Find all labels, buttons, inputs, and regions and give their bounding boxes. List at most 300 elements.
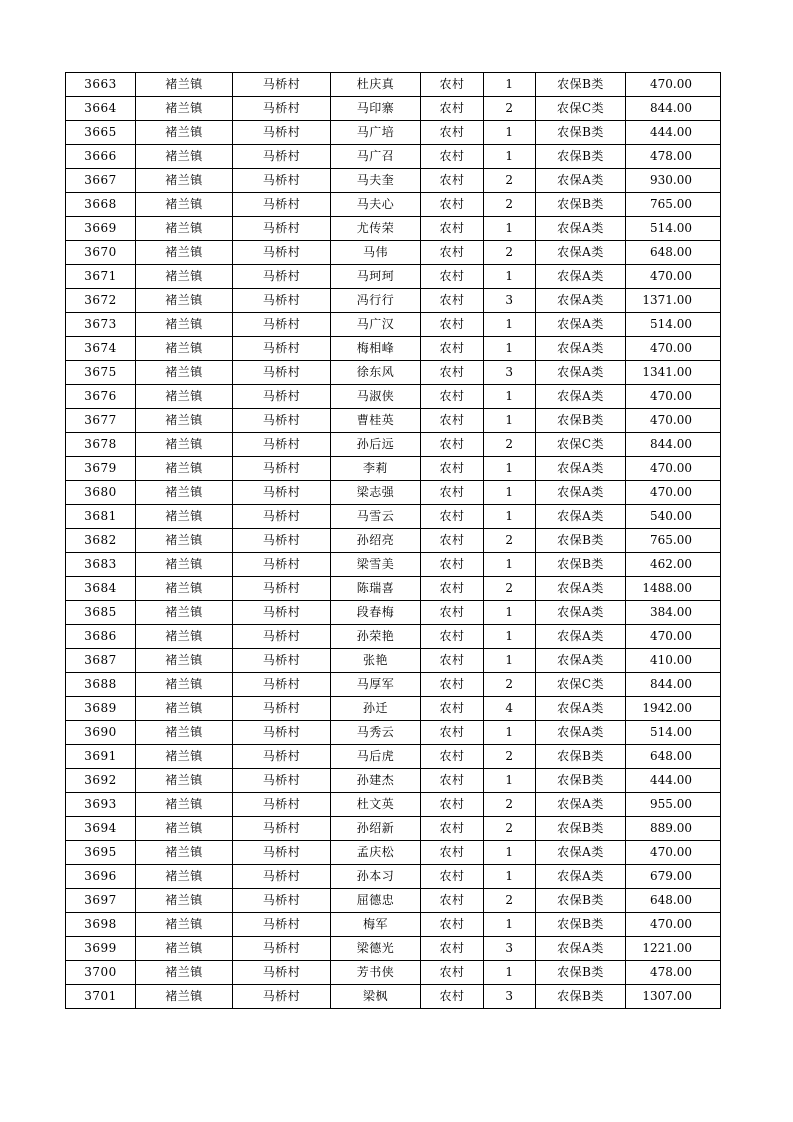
table-row [66,73,721,97]
cell-insurance-category: 农保A类 [536,937,626,961]
cell-insurance-category: 农保A类 [536,361,626,385]
cell-serial-number: 3666 [66,145,136,169]
cell-town: 褚兰镇 [136,745,233,769]
cell-village: 马桥村 [233,937,331,961]
cell-person-name: 马厚军 [331,673,421,697]
table-row [66,97,721,121]
cell-town: 褚兰镇 [136,817,233,841]
cell-village: 马桥村 [233,721,331,745]
cell-person-count: 2 [484,433,536,457]
cell-amount: 1341.00 [626,361,721,385]
cell-person-count: 1 [484,313,536,337]
cell-insurance-category: 农保A类 [536,505,626,529]
cell-person-count: 1 [484,121,536,145]
cell-insurance-category: 农保A类 [536,217,626,241]
cell-town: 褚兰镇 [136,961,233,985]
table-row [66,505,721,529]
table-row [66,169,721,193]
cell-residence-type: 农村 [421,529,484,553]
cell-person-count: 1 [484,73,536,97]
cell-serial-number: 3683 [66,553,136,577]
cell-serial-number: 3671 [66,265,136,289]
cell-serial-number: 3680 [66,481,136,505]
cell-residence-type: 农村 [421,913,484,937]
cell-serial-number: 3685 [66,601,136,625]
cell-village: 马桥村 [233,745,331,769]
cell-serial-number: 3663 [66,73,136,97]
cell-amount: 470.00 [626,73,721,97]
cell-village: 马桥村 [233,673,331,697]
cell-town: 褚兰镇 [136,457,233,481]
cell-residence-type: 农村 [421,337,484,361]
table-row [66,793,721,817]
cell-village: 马桥村 [233,985,331,1009]
cell-person-name: 曹桂英 [331,409,421,433]
cell-residence-type: 农村 [421,673,484,697]
cell-residence-type: 农村 [421,793,484,817]
cell-amount: 410.00 [626,649,721,673]
cell-person-count: 1 [484,553,536,577]
cell-person-count: 1 [484,409,536,433]
cell-residence-type: 农村 [421,385,484,409]
cell-amount: 444.00 [626,769,721,793]
cell-town: 褚兰镇 [136,721,233,745]
cell-person-name: 马淑侠 [331,385,421,409]
cell-residence-type: 农村 [421,505,484,529]
cell-village: 马桥村 [233,601,331,625]
cell-village: 马桥村 [233,505,331,529]
cell-town: 褚兰镇 [136,217,233,241]
cell-insurance-category: 农保A类 [536,457,626,481]
table-row [66,193,721,217]
cell-person-name: 梁雪美 [331,553,421,577]
table-row [66,457,721,481]
table-row [66,937,721,961]
cell-town: 褚兰镇 [136,697,233,721]
cell-residence-type: 农村 [421,97,484,121]
cell-person-name: 马伟 [331,241,421,265]
cell-serial-number: 3700 [66,961,136,985]
table-row [66,553,721,577]
cell-village: 马桥村 [233,409,331,433]
cell-insurance-category: 农保B类 [536,769,626,793]
cell-amount: 470.00 [626,457,721,481]
cell-town: 褚兰镇 [136,769,233,793]
cell-person-count: 1 [484,601,536,625]
table-row [66,769,721,793]
cell-town: 褚兰镇 [136,193,233,217]
cell-residence-type: 农村 [421,697,484,721]
table-row [66,409,721,433]
cell-village: 马桥村 [233,769,331,793]
cell-serial-number: 3692 [66,769,136,793]
cell-serial-number: 3664 [66,97,136,121]
cell-serial-number: 3701 [66,985,136,1009]
cell-person-name: 梁枫 [331,985,421,1009]
cell-serial-number: 3698 [66,913,136,937]
cell-residence-type: 农村 [421,889,484,913]
cell-amount: 478.00 [626,145,721,169]
cell-person-name: 张艳 [331,649,421,673]
cell-village: 马桥村 [233,817,331,841]
cell-amount: 844.00 [626,433,721,457]
cell-village: 马桥村 [233,793,331,817]
cell-town: 褚兰镇 [136,625,233,649]
cell-town: 褚兰镇 [136,481,233,505]
cell-residence-type: 农村 [421,817,484,841]
cell-serial-number: 3686 [66,625,136,649]
cell-insurance-category: 农保A类 [536,577,626,601]
cell-person-name: 冯行行 [331,289,421,313]
cell-amount: 470.00 [626,481,721,505]
cell-person-name: 芳书侠 [331,961,421,985]
cell-insurance-category: 农保A类 [536,265,626,289]
cell-town: 褚兰镇 [136,361,233,385]
cell-town: 褚兰镇 [136,169,233,193]
cell-serial-number: 3694 [66,817,136,841]
cell-insurance-category: 农保C类 [536,673,626,697]
cell-town: 褚兰镇 [136,241,233,265]
cell-insurance-category: 农保A类 [536,241,626,265]
cell-serial-number: 3667 [66,169,136,193]
cell-person-count: 3 [484,289,536,313]
cell-residence-type: 农村 [421,985,484,1009]
cell-insurance-category: 农保B类 [536,73,626,97]
cell-amount: 1942.00 [626,697,721,721]
cell-village: 马桥村 [233,145,331,169]
cell-insurance-category: 农保A类 [536,793,626,817]
cell-amount: 844.00 [626,97,721,121]
cell-amount: 478.00 [626,961,721,985]
cell-person-name: 马印寨 [331,97,421,121]
cell-residence-type: 农村 [421,433,484,457]
cell-residence-type: 农村 [421,73,484,97]
table-row [66,649,721,673]
cell-amount: 470.00 [626,841,721,865]
cell-amount: 514.00 [626,721,721,745]
cell-residence-type: 农村 [421,193,484,217]
cell-residence-type: 农村 [421,553,484,577]
cell-person-count: 1 [484,649,536,673]
cell-person-name: 马夫奎 [331,169,421,193]
cell-insurance-category: 农保A类 [536,625,626,649]
cell-person-name: 梁志强 [331,481,421,505]
cell-person-count: 1 [484,337,536,361]
cell-insurance-category: 农保B类 [536,529,626,553]
cell-person-count: 2 [484,241,536,265]
table-row [66,865,721,889]
cell-amount: 765.00 [626,193,721,217]
cell-town: 褚兰镇 [136,673,233,697]
cell-insurance-category: 农保B类 [536,553,626,577]
cell-town: 褚兰镇 [136,865,233,889]
cell-residence-type: 农村 [421,313,484,337]
cell-insurance-category: 农保A类 [536,313,626,337]
table-row [66,337,721,361]
subsidy-table [65,72,721,1009]
cell-person-count: 2 [484,97,536,121]
cell-person-name: 李莉 [331,457,421,481]
cell-serial-number: 3689 [66,697,136,721]
cell-insurance-category: 农保A类 [536,841,626,865]
cell-town: 褚兰镇 [136,553,233,577]
cell-insurance-category: 农保A类 [536,721,626,745]
cell-person-count: 1 [484,217,536,241]
subsidy-table-body [66,73,721,1009]
cell-amount: 889.00 [626,817,721,841]
cell-village: 马桥村 [233,361,331,385]
cell-insurance-category: 农保C类 [536,97,626,121]
table-row [66,961,721,985]
cell-town: 褚兰镇 [136,841,233,865]
cell-residence-type: 农村 [421,361,484,385]
cell-serial-number: 3684 [66,577,136,601]
cell-town: 褚兰镇 [136,529,233,553]
cell-serial-number: 3696 [66,865,136,889]
table-row [66,313,721,337]
cell-person-count: 2 [484,793,536,817]
cell-insurance-category: 农保A类 [536,865,626,889]
cell-person-name: 梁德光 [331,937,421,961]
cell-serial-number: 3677 [66,409,136,433]
cell-person-count: 1 [484,865,536,889]
cell-village: 马桥村 [233,73,331,97]
cell-village: 马桥村 [233,961,331,985]
table-row [66,121,721,145]
cell-amount: 844.00 [626,673,721,697]
cell-serial-number: 3678 [66,433,136,457]
table-row [66,241,721,265]
cell-person-name: 马广汉 [331,313,421,337]
cell-serial-number: 3679 [66,457,136,481]
cell-residence-type: 农村 [421,745,484,769]
cell-serial-number: 3691 [66,745,136,769]
table-row [66,913,721,937]
cell-person-count: 1 [484,913,536,937]
cell-serial-number: 3673 [66,313,136,337]
cell-amount: 470.00 [626,385,721,409]
cell-amount: 1371.00 [626,289,721,313]
cell-village: 马桥村 [233,337,331,361]
cell-serial-number: 3668 [66,193,136,217]
cell-town: 褚兰镇 [136,385,233,409]
table-row [66,289,721,313]
cell-residence-type: 农村 [421,769,484,793]
cell-residence-type: 农村 [421,625,484,649]
cell-insurance-category: 农保B类 [536,745,626,769]
cell-insurance-category: 农保B类 [536,961,626,985]
cell-amount: 930.00 [626,169,721,193]
cell-town: 褚兰镇 [136,265,233,289]
cell-village: 马桥村 [233,529,331,553]
cell-village: 马桥村 [233,481,331,505]
cell-town: 褚兰镇 [136,913,233,937]
cell-village: 马桥村 [233,217,331,241]
cell-person-name: 马秀云 [331,721,421,745]
table-row [66,841,721,865]
table-row [66,985,721,1009]
cell-person-count: 3 [484,985,536,1009]
cell-insurance-category: 农保B类 [536,409,626,433]
cell-village: 马桥村 [233,241,331,265]
cell-amount: 470.00 [626,625,721,649]
table-row [66,673,721,697]
cell-residence-type: 农村 [421,721,484,745]
cell-person-name: 屈德忠 [331,889,421,913]
cell-town: 褚兰镇 [136,793,233,817]
cell-person-count: 1 [484,385,536,409]
cell-insurance-category: 农保B类 [536,145,626,169]
cell-amount: 765.00 [626,529,721,553]
table-row [66,529,721,553]
cell-person-count: 1 [484,721,536,745]
cell-town: 褚兰镇 [136,409,233,433]
cell-village: 马桥村 [233,385,331,409]
cell-village: 马桥村 [233,865,331,889]
cell-village: 马桥村 [233,289,331,313]
cell-insurance-category: 农保B类 [536,985,626,1009]
cell-person-name: 马广召 [331,145,421,169]
cell-village: 马桥村 [233,649,331,673]
cell-village: 马桥村 [233,457,331,481]
cell-person-name: 马夫心 [331,193,421,217]
cell-serial-number: 3688 [66,673,136,697]
cell-town: 褚兰镇 [136,649,233,673]
cell-residence-type: 农村 [421,409,484,433]
cell-village: 马桥村 [233,913,331,937]
cell-person-count: 2 [484,889,536,913]
cell-person-count: 1 [484,841,536,865]
cell-serial-number: 3674 [66,337,136,361]
cell-insurance-category: 农保B类 [536,193,626,217]
cell-insurance-category: 农保A类 [536,169,626,193]
cell-residence-type: 农村 [421,121,484,145]
cell-amount: 462.00 [626,553,721,577]
cell-town: 褚兰镇 [136,121,233,145]
cell-amount: 648.00 [626,889,721,913]
cell-serial-number: 3669 [66,217,136,241]
cell-village: 马桥村 [233,625,331,649]
cell-person-count: 1 [484,505,536,529]
cell-person-count: 1 [484,625,536,649]
table-row [66,601,721,625]
cell-person-count: 2 [484,529,536,553]
cell-residence-type: 农村 [421,649,484,673]
cell-town: 褚兰镇 [136,577,233,601]
cell-amount: 470.00 [626,337,721,361]
cell-person-name: 陈瑞喜 [331,577,421,601]
cell-town: 褚兰镇 [136,985,233,1009]
cell-village: 马桥村 [233,193,331,217]
cell-village: 马桥村 [233,433,331,457]
cell-amount: 540.00 [626,505,721,529]
cell-residence-type: 农村 [421,265,484,289]
cell-town: 褚兰镇 [136,937,233,961]
cell-person-count: 1 [484,481,536,505]
cell-person-name: 马珂珂 [331,265,421,289]
cell-serial-number: 3690 [66,721,136,745]
cell-residence-type: 农村 [421,289,484,313]
cell-serial-number: 3681 [66,505,136,529]
table-row [66,745,721,769]
cell-village: 马桥村 [233,841,331,865]
cell-insurance-category: 农保C类 [536,433,626,457]
cell-residence-type: 农村 [421,961,484,985]
cell-village: 马桥村 [233,577,331,601]
cell-village: 马桥村 [233,121,331,145]
cell-person-name: 杜文英 [331,793,421,817]
table-row [66,721,721,745]
cell-serial-number: 3672 [66,289,136,313]
cell-insurance-category: 农保A类 [536,697,626,721]
cell-person-count: 4 [484,697,536,721]
cell-residence-type: 农村 [421,601,484,625]
cell-insurance-category: 农保B类 [536,817,626,841]
cell-village: 马桥村 [233,697,331,721]
cell-serial-number: 3695 [66,841,136,865]
cell-amount: 648.00 [626,745,721,769]
cell-person-count: 1 [484,769,536,793]
cell-person-count: 3 [484,937,536,961]
cell-serial-number: 3682 [66,529,136,553]
table-row [66,889,721,913]
cell-person-count: 2 [484,169,536,193]
cell-town: 褚兰镇 [136,145,233,169]
table-row [66,145,721,169]
cell-town: 褚兰镇 [136,337,233,361]
cell-person-name: 徐东风 [331,361,421,385]
cell-insurance-category: 农保B类 [536,121,626,145]
cell-residence-type: 农村 [421,145,484,169]
cell-village: 马桥村 [233,553,331,577]
cell-person-count: 3 [484,361,536,385]
cell-person-count: 2 [484,673,536,697]
cell-town: 褚兰镇 [136,73,233,97]
cell-serial-number: 3670 [66,241,136,265]
cell-town: 褚兰镇 [136,505,233,529]
cell-serial-number: 3665 [66,121,136,145]
table-row [66,385,721,409]
cell-person-name: 马雪云 [331,505,421,529]
cell-person-name: 梅相峰 [331,337,421,361]
cell-person-name: 尤传荣 [331,217,421,241]
cell-person-count: 1 [484,265,536,289]
cell-person-name: 梅军 [331,913,421,937]
table-row [66,817,721,841]
cell-person-count: 2 [484,577,536,601]
cell-person-count: 2 [484,817,536,841]
cell-person-name: 孙荣艳 [331,625,421,649]
cell-residence-type: 农村 [421,457,484,481]
cell-town: 褚兰镇 [136,97,233,121]
cell-amount: 470.00 [626,409,721,433]
cell-person-name: 杜庆真 [331,73,421,97]
cell-insurance-category: 农保B类 [536,889,626,913]
cell-residence-type: 农村 [421,481,484,505]
cell-town: 褚兰镇 [136,601,233,625]
table-row [66,625,721,649]
cell-amount: 514.00 [626,217,721,241]
cell-residence-type: 农村 [421,241,484,265]
cell-person-count: 2 [484,745,536,769]
cell-village: 马桥村 [233,97,331,121]
table-row [66,217,721,241]
cell-person-name: 孟庆松 [331,841,421,865]
cell-amount: 679.00 [626,865,721,889]
table-row [66,577,721,601]
cell-person-count: 1 [484,145,536,169]
cell-insurance-category: 农保A类 [536,337,626,361]
